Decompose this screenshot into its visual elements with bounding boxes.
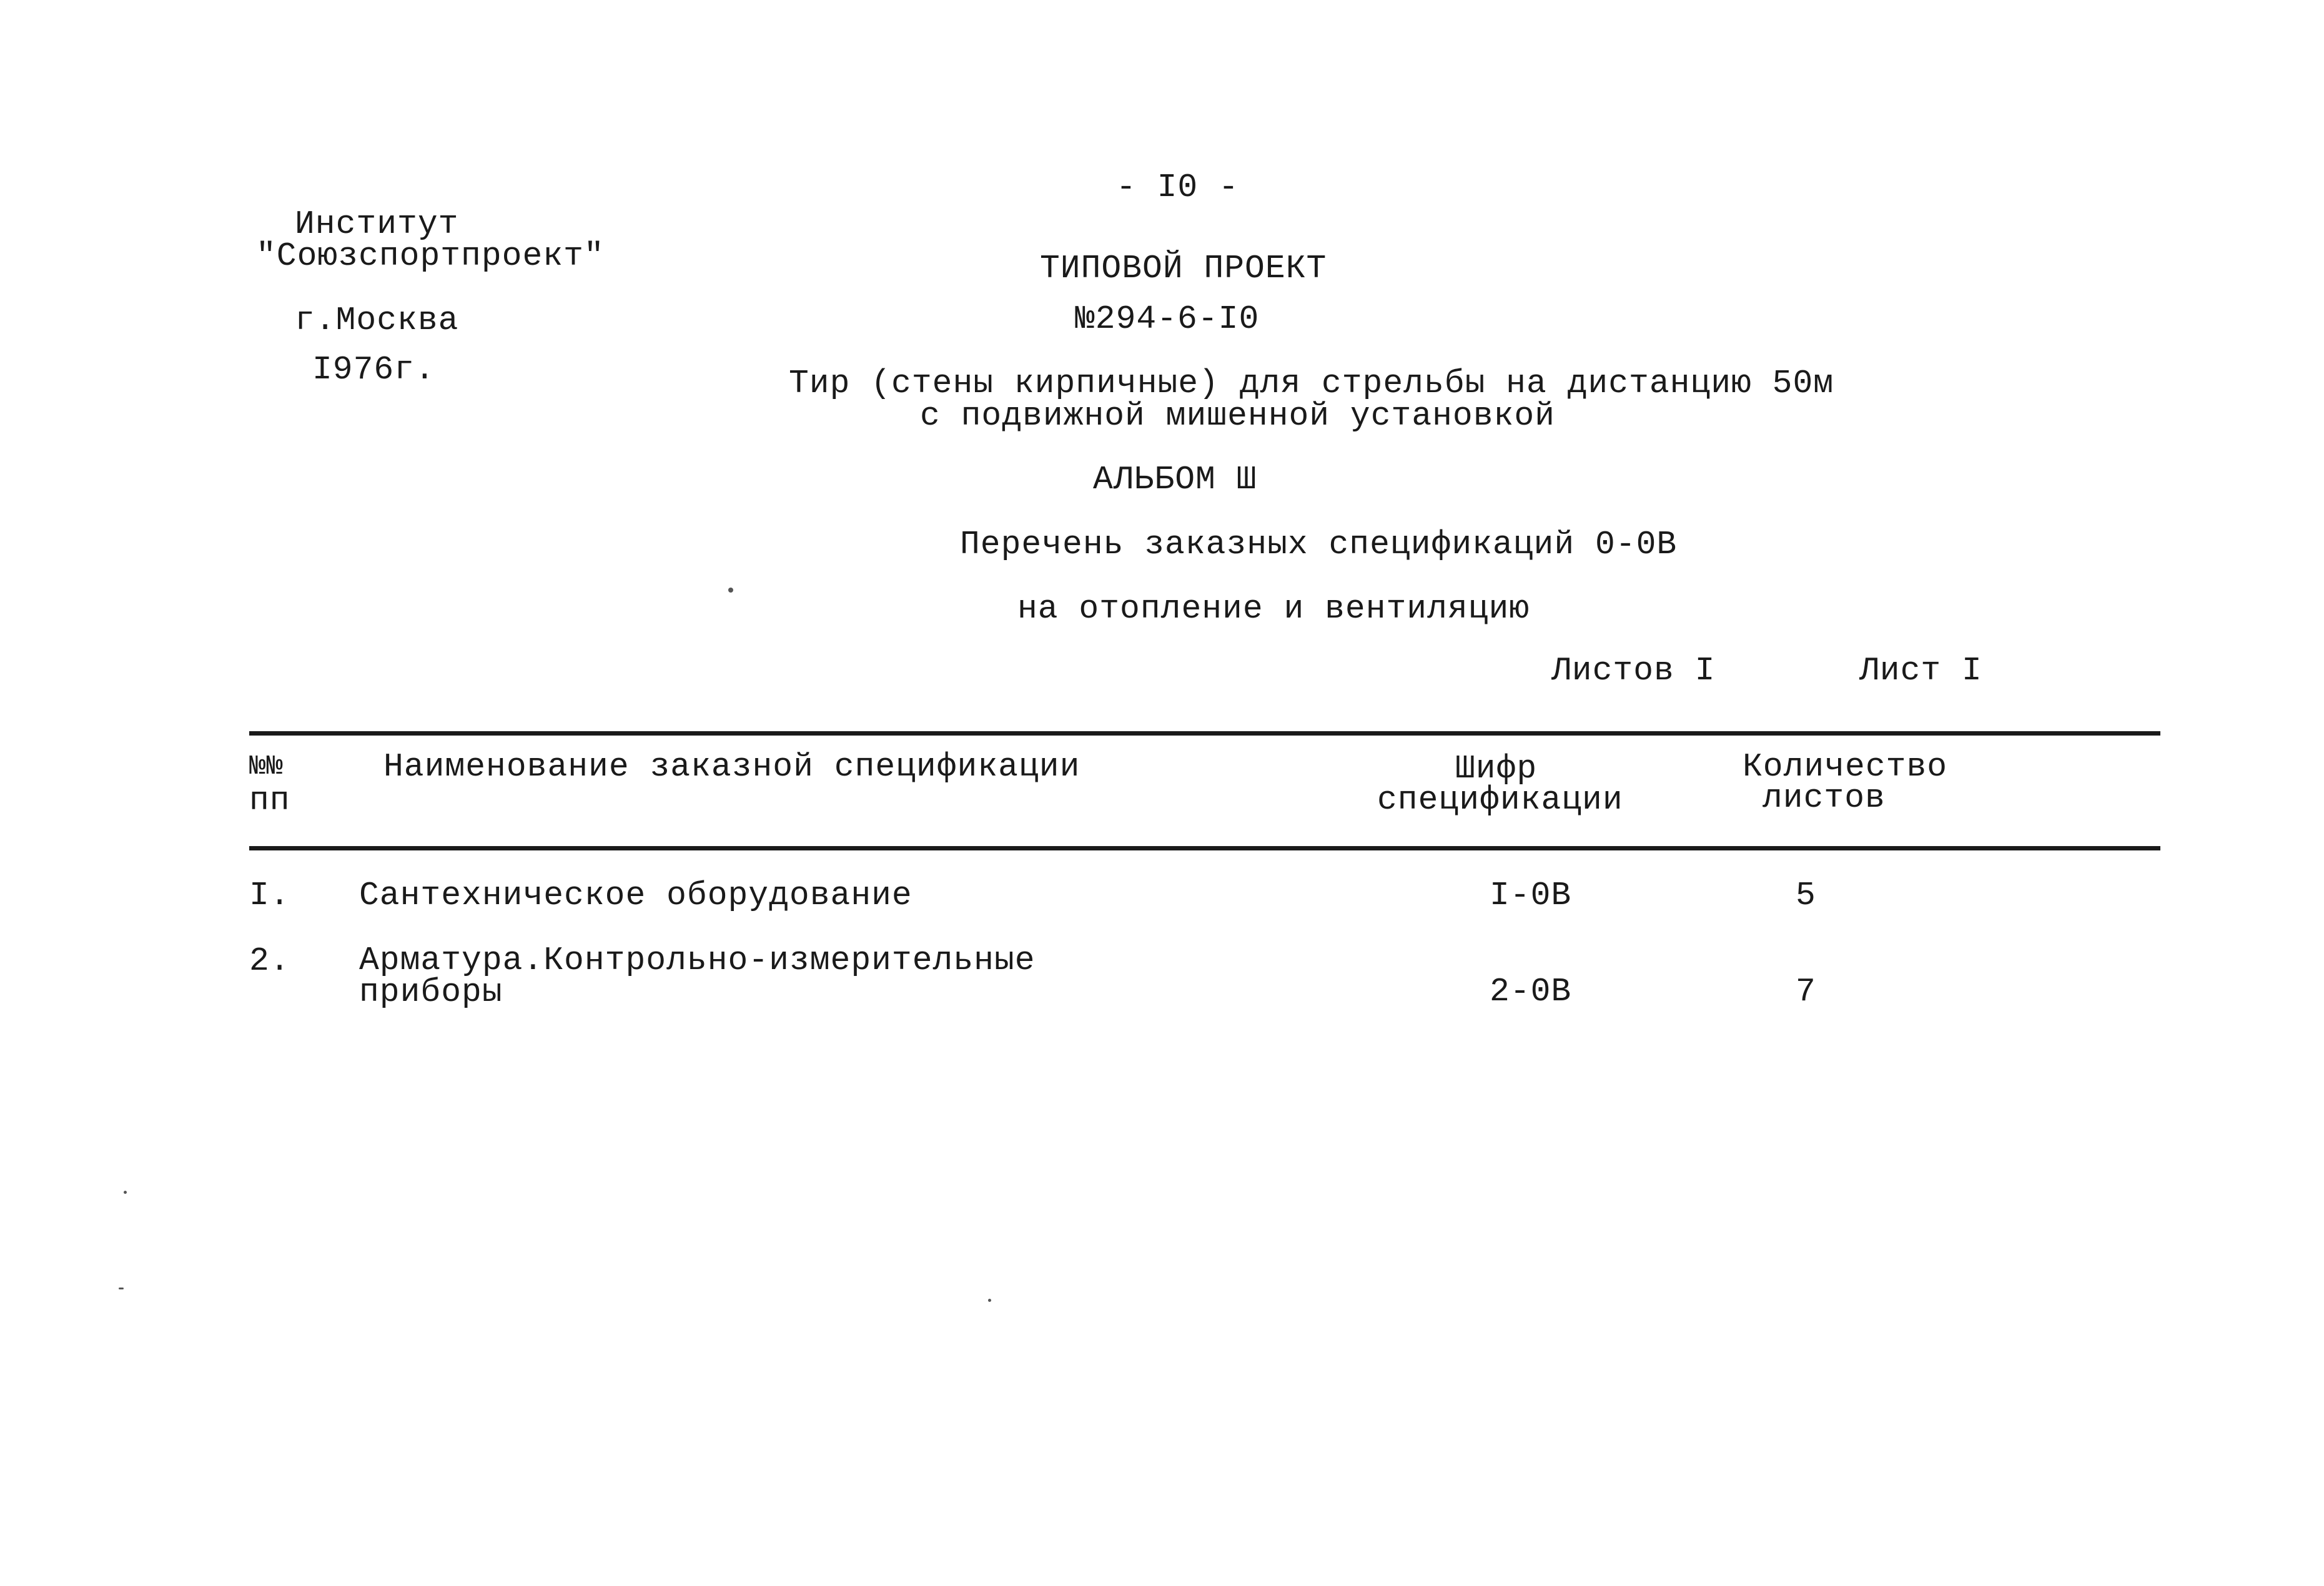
row-sheet-count: 7	[1796, 973, 1816, 1010]
sheets-current: Лист I	[1859, 652, 1982, 689]
row-number: I.	[249, 877, 290, 914]
scan-speck	[119, 1288, 124, 1289]
header-num-line1: №№	[249, 751, 284, 782]
scan-speck	[988, 1299, 991, 1302]
project-type: ТИПОВОЙ ПРОЕКТ	[1040, 250, 1327, 287]
row-code: I-0В	[1490, 877, 1572, 914]
list-title-line2: на отопление и вентиляцию	[1017, 590, 1530, 628]
row-name-line2: приборы	[359, 973, 503, 1011]
institute-name: "Союзспортпроект"	[256, 237, 605, 275]
list-title-line1: Перечень заказных спецификаций 0-0В	[960, 526, 1678, 563]
page-number: - I0 -	[1116, 169, 1239, 206]
row-code: 2-0В	[1490, 973, 1572, 1010]
institute-city: г.Москва	[295, 302, 459, 339]
album-title: АЛЬБОМ Ш	[1093, 461, 1257, 498]
project-number: №294-6-I0	[1075, 300, 1260, 338]
sheets-total: Листов I	[1551, 652, 1716, 689]
row-number: 2.	[249, 942, 290, 980]
header-count-line1: Количество	[1743, 748, 1948, 786]
scan-speck	[728, 588, 733, 593]
project-description-line1: Тир (стены кирпичные) для стрельбы на дистанцию 50м	[789, 365, 1834, 402]
header-code-line1: Шифр	[1455, 750, 1538, 787]
row-sheet-count: 5	[1796, 877, 1816, 914]
project-description-line2: с подвижной мишенной установкой	[920, 397, 1555, 435]
row-name-line1: Арматура.Контрольно-измерительные	[359, 942, 1036, 979]
table-header-rule	[249, 846, 2160, 850]
scan-speck	[124, 1191, 127, 1194]
header-count-line2: листов	[1763, 779, 1886, 817]
header-name: Наименование заказной спецификации	[383, 748, 1080, 786]
row-name: Сантехническое оборудование	[359, 877, 912, 914]
table-top-rule	[249, 731, 2160, 736]
header-num-line2: пп	[249, 782, 290, 819]
institute-label: Институт	[295, 205, 459, 243]
institute-year: I976г.	[312, 351, 435, 388]
header-code-line2: спецификации	[1377, 781, 1623, 819]
